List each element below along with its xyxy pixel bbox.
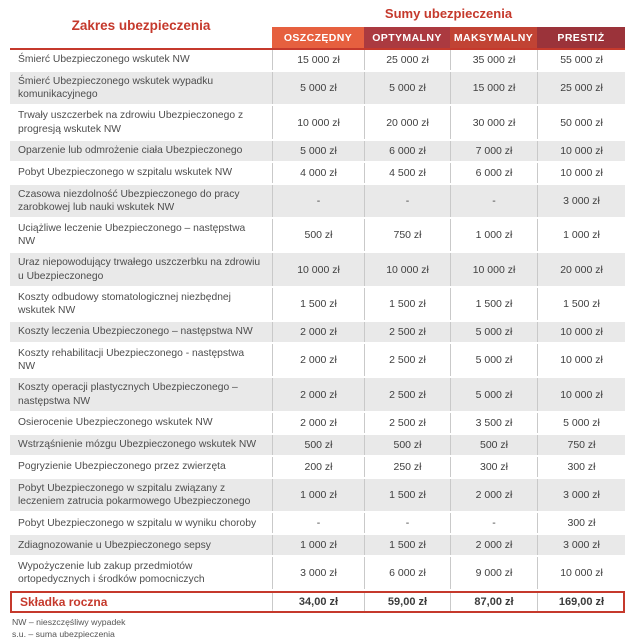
row-value: 500 zł	[272, 219, 364, 251]
table-row	[10, 141, 625, 163]
row-value: 1 500 zł	[272, 288, 364, 320]
row-value: 250 zł	[364, 457, 450, 477]
table-row	[10, 513, 625, 535]
sums-title: Sumy ubezpieczenia	[384, 5, 513, 21]
row-value: 3 500 zł	[450, 413, 537, 433]
table-row	[10, 163, 625, 185]
insurance-table	[10, 2, 625, 613]
row-label: Śmierć Ubezpieczonego wskutek wypadku komunikacyjnego	[18, 76, 214, 101]
row-label: Śmierć Ubezpieczonego wskutek NW	[18, 54, 190, 66]
row-value: 3 000 zł	[272, 557, 364, 589]
row-value: -	[272, 513, 364, 533]
row-value: 5 000 zł	[450, 344, 537, 376]
row-value: 10 000 zł	[537, 557, 625, 589]
row-value: 10 000 zł	[537, 378, 625, 410]
row-value: 1 500 zł	[364, 288, 450, 320]
row-value: 2 500 zł	[364, 378, 450, 410]
row-value: 1 000 zł	[537, 219, 625, 251]
row-value: 500 zł	[364, 435, 450, 455]
row-value: 1 500 zł	[364, 535, 450, 555]
row-value: 25 000 zł	[364, 50, 450, 70]
row-value: 9 000 zł	[450, 557, 537, 589]
row-label: Zdiagnozowanie u Ubezpieczonego sepsy	[18, 539, 211, 551]
row-value: 6 000 zł	[364, 141, 450, 161]
footnotes	[12, 617, 642, 640]
row-value: 20 000 zł	[537, 253, 625, 285]
row-value: 10 000 zł	[537, 141, 625, 161]
row-label: Pobyt Ubezpieczonego w szpitalu związany z leczeniem zatrucia pokarmowego Ubezpieczonego	[18, 482, 251, 507]
row-value: 500 zł	[272, 435, 364, 455]
row-label: Koszty leczenia Ubezpieczonego – następstwa NW	[18, 326, 253, 338]
row-value: 300 zł	[450, 457, 537, 477]
row-value: -	[364, 185, 450, 217]
table-header	[10, 2, 625, 50]
table-row	[10, 344, 625, 378]
row-value: 2 000 zł	[450, 479, 537, 511]
table-row	[10, 535, 625, 557]
row-value: 2 000 zł	[272, 322, 364, 342]
row-value: 1 000 zł	[272, 479, 364, 511]
table-row	[10, 50, 625, 72]
insurance-comparison-page	[0, 2, 642, 640]
row-value: 2 500 zł	[364, 413, 450, 433]
row-label: Pobyt Ubezpieczonego w szpitalu w wyniku choroby	[18, 517, 257, 529]
row-value: 5 000 zł	[364, 72, 450, 104]
row-value: 1 500 zł	[364, 479, 450, 511]
annual-premium-value: 59,00 zł	[364, 593, 450, 611]
row-value: 30 000 zł	[450, 106, 537, 138]
row-label: Koszty odbudowy stomatologicznej niezbędnej wskutek NW	[18, 291, 231, 316]
row-value: 2 000 zł	[450, 535, 537, 555]
row-value: 6 000 zł	[364, 557, 450, 589]
row-value: 4 500 zł	[364, 163, 450, 183]
annual-premium-row	[10, 591, 625, 613]
row-value: 2 000 zł	[272, 378, 364, 410]
table-row	[10, 479, 625, 513]
row-value: 55 000 zł	[537, 50, 625, 70]
row-value: 1 000 zł	[272, 535, 364, 555]
table-row	[10, 106, 625, 140]
row-value: 1 500 zł	[450, 288, 537, 320]
row-label: Osierocenie Ubezpieczonego wskutek NW	[18, 417, 213, 429]
row-value: 500 zł	[450, 435, 537, 455]
row-value: -	[272, 185, 364, 217]
row-value: 35 000 zł	[450, 50, 537, 70]
row-label: Pobyt Ubezpieczonego w szpitalu wskutek NW	[18, 167, 233, 179]
column-header-maksymalny: MAKSYMALNY	[450, 27, 537, 48]
row-value: 6 000 zł	[450, 163, 537, 183]
row-value: 2 000 zł	[272, 413, 364, 433]
table-row	[10, 253, 625, 287]
row-label: Czasowa niezdolność Ubezpieczonego do pracy zarobkowej lub nauki wskutek NW	[18, 188, 240, 213]
row-value: 50 000 zł	[537, 106, 625, 138]
row-value: 20 000 zł	[364, 106, 450, 138]
annual-premium-value: 87,00 zł	[450, 593, 537, 611]
column-header-optymalny: OPTYMALNY	[364, 27, 450, 48]
table-row	[10, 557, 625, 591]
row-value: 2 500 zł	[364, 322, 450, 342]
row-value: -	[364, 513, 450, 533]
row-value: 2 000 zł	[272, 344, 364, 376]
row-value: 5 000 zł	[450, 378, 537, 410]
table-row	[10, 457, 625, 479]
row-value: 300 zł	[537, 513, 625, 533]
table-row	[10, 72, 625, 106]
table-body	[10, 50, 625, 591]
coverage-scope-title: Zakres ubezpieczenia	[71, 17, 211, 33]
row-value: 3 000 zł	[537, 479, 625, 511]
annual-premium-label: Składka roczna	[20, 595, 108, 610]
row-value: 10 000 zł	[537, 322, 625, 342]
row-value: 1 000 zł	[450, 219, 537, 251]
table-row	[10, 288, 625, 322]
row-label: Uraz niepowodujący trwałego uszczerbku na zdrowiu u Ubezpieczonego	[18, 257, 261, 282]
row-label: Pogryzienie Ubezpieczonego przez zwierzęta	[18, 461, 226, 473]
column-header-prestiz: PRESTIŻ	[537, 27, 625, 48]
row-label: Koszty operacji plastycznych Ubezpieczonego – następstwa NW	[18, 382, 238, 407]
row-value: 10 000 zł	[364, 253, 450, 285]
row-value: 3 000 zł	[537, 185, 625, 217]
row-value: 15 000 zł	[272, 50, 364, 70]
row-value: 1 500 zł	[537, 288, 625, 320]
table-row	[10, 413, 625, 435]
row-value: 15 000 zł	[450, 72, 537, 104]
row-value: 2 500 zł	[364, 344, 450, 376]
row-label: Koszty rehabilitacji Ubezpieczonego - następstwa NW	[18, 348, 245, 373]
row-value: 10 000 zł	[272, 106, 364, 138]
table-row	[10, 322, 625, 344]
table-row	[10, 185, 625, 219]
row-value: 750 zł	[537, 435, 625, 455]
table-row	[10, 378, 625, 412]
row-label: Uciążliwe leczenie Ubezpieczonego – następstwa NW	[18, 223, 246, 248]
row-label: Oparzenie lub odmrożenie ciała Ubezpieczonego	[18, 145, 243, 157]
column-header-oszczedny: OSZCZĘDNY	[272, 27, 364, 48]
row-value: 200 zł	[272, 457, 364, 477]
row-value: 4 000 zł	[272, 163, 364, 183]
annual-premium-value: 34,00 zł	[272, 593, 364, 611]
row-value: 5 000 zł	[537, 413, 625, 433]
row-label: Trwały uszczerbek na zdrowiu Ubezpieczonego z progresją wskutek NW	[18, 110, 244, 135]
row-label: Wstrząśnienie mózgu Ubezpieczonego wskutek NW	[18, 439, 257, 451]
row-value: 10 000 zł	[537, 163, 625, 183]
annual-premium-value: 169,00 zł	[537, 593, 625, 611]
row-value: 750 zł	[364, 219, 450, 251]
row-value: 5 000 zł	[272, 72, 364, 104]
row-value: 3 000 zł	[537, 535, 625, 555]
footnote-nw: NW – nieszczęśliwy wypadek	[12, 617, 126, 628]
row-value: 7 000 zł	[450, 141, 537, 161]
footnote-su: s.u. – suma ubezpieczenia	[12, 629, 115, 640]
row-value: -	[450, 185, 537, 217]
row-value: 25 000 zł	[537, 72, 625, 104]
row-value: 10 000 zł	[537, 344, 625, 376]
table-row	[10, 219, 625, 253]
row-value: 10 000 zł	[272, 253, 364, 285]
row-value: 300 zł	[537, 457, 625, 477]
table-row	[10, 435, 625, 457]
row-value: -	[450, 513, 537, 533]
row-value: 5 000 zł	[272, 141, 364, 161]
row-label: Wypożyczenie lub zakup przedmiotów ortopedycznych i środków pomocniczych	[18, 561, 205, 586]
row-value: 5 000 zł	[450, 322, 537, 342]
row-value: 10 000 zł	[450, 253, 537, 285]
